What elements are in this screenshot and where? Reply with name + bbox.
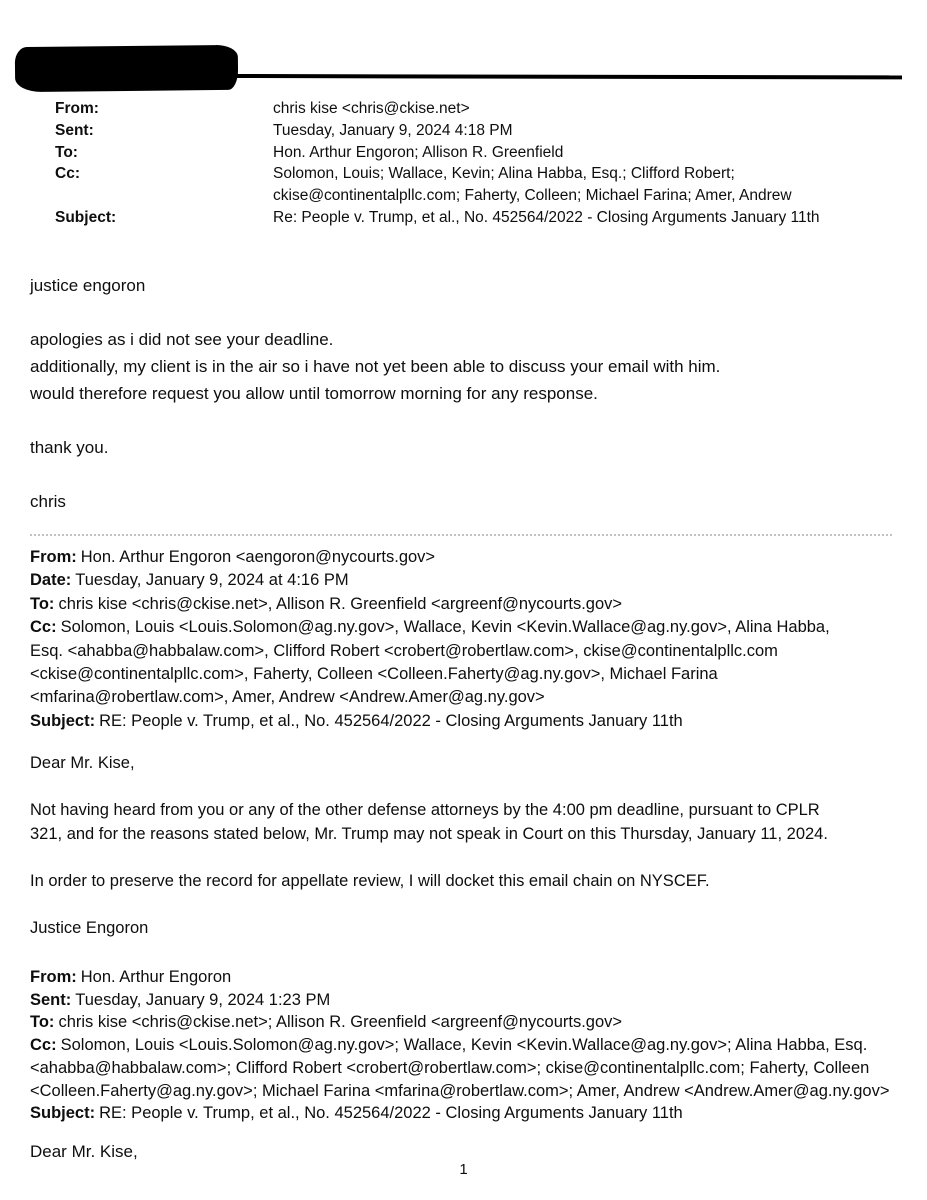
header-line-to [30, 1011, 907, 1034]
body-line: Dear Mr. Kise, [30, 754, 135, 772]
header-line-to [30, 593, 907, 616]
header-field-label: To: [55, 143, 78, 161]
header-field-value: Hon. Arthur Engoron <aengoron@nycourts.gov> [80, 548, 436, 566]
header-row-cc [55, 163, 901, 207]
header-field-label: To: [30, 1013, 55, 1032]
header-field-value: ckise@continentalpllc.com; Faherty, Colleen; Michael Farina; Amer, Andrew [273, 187, 792, 205]
body-line: would therefore request you allow until tomorrow morning for any response. [30, 384, 598, 403]
header-line-subject [30, 1102, 907, 1125]
body-line: justice engoron [30, 276, 146, 295]
header-row-from [55, 98, 901, 120]
header-field-value: chris kise <chris@ckise.net> [273, 100, 470, 117]
header-line-cc [30, 1034, 907, 1057]
body-line: Not having heard from you or any of the other defense attorneys by the 4:00 pm deadline, pursuant to CPLR [30, 801, 820, 819]
header-row-sent [55, 120, 901, 142]
header-field-value: <ckise@continentalpllc.com>, Faherty, Colleen <Colleen.Faherty@ag.ny.gov>, Michael Farina [30, 665, 718, 684]
page-number: 1 [459, 1161, 468, 1178]
body-line [30, 776, 905, 800]
body-line: 321, and for the reasons stated below, Mr. Trump may not speak in Court on this Thursday, January 11, 2024. [30, 824, 828, 843]
header-line-subject [30, 710, 907, 733]
header-field-label: From: [30, 968, 77, 986]
body-line: chris [30, 492, 66, 511]
email3-body [30, 1140, 905, 1164]
body-line: Justice Engoron [30, 918, 149, 937]
body-line [30, 461, 901, 488]
header-line-from [30, 966, 907, 989]
header-line-cc-cont [30, 663, 907, 686]
header-field-label: Cc: [55, 165, 80, 183]
header-field-value: chris kise <chris@ckise.net>, Allison R. Greenfield <argreenf@nycourts.gov> [58, 594, 623, 613]
header-field-label: Cc: [30, 1036, 57, 1055]
header-field-value: <ahabba@habbalaw.com>; Clifford Robert <crobert@robertlaw.com>; ckise@continentalpllc.com; Faherty, Colleen [30, 1058, 870, 1077]
body-line: thank you. [30, 438, 109, 457]
header-field-value: Hon. Arthur Engoron [80, 968, 232, 986]
header-field-value: Hon. Arthur Engoron; Allison R. Greenfield [273, 143, 564, 161]
header-field-value: Esq. <ahabba@habbalaw.com>, Clifford Robert <crobert@robertlaw.com>, ckise@continentalpllc.com [30, 641, 778, 660]
body-line [30, 299, 901, 326]
redaction-mark [15, 45, 238, 92]
header-field-label: Sent: [30, 990, 72, 1009]
header-line-cc [30, 616, 907, 639]
header-line-cc-cont [30, 1080, 907, 1103]
body-line [30, 407, 901, 434]
header-field-value: Tuesday, January 9, 2024 at 4:16 PM [75, 571, 349, 590]
header-field-value: Solomon, Louis <Louis.Solomon@ag.ny.gov>; Wallace, Kevin <Kevin.Wallace@ag.ny.gov>; Alina Habba, Esq. [60, 1036, 868, 1055]
header-row-subject [55, 207, 901, 229]
email3-header [30, 966, 907, 1125]
body-line [30, 846, 905, 870]
header-field-label: Subject: [55, 208, 117, 226]
header-field-value: <mfarina@robertlaw.com>, Amer, Andrew <Andrew.Amer@ag.ny.gov> [30, 688, 545, 707]
header-line-cc-cont [30, 686, 907, 709]
header-line-cc-cont [30, 640, 907, 663]
email2-body [30, 752, 905, 940]
header-row-to [55, 142, 901, 164]
header-field-value: <Colleen.Faherty@ag.ny.gov>; Michael Farina <mfarina@robertlaw.com>; Amer, Andrew <Andrew.Amer@ag.ny.gov> [30, 1081, 890, 1100]
header-field-value: chris kise <chris@ckise.net>; Allison R. Greenfield <argreenf@nycourts.gov> [58, 1013, 623, 1032]
header-field-value: RE: People v. Trump, et al., No. 452564/2022 - Closing Arguments January 11th [99, 711, 683, 730]
header-field-label: Subject: [30, 711, 96, 730]
scan-divider-line [228, 74, 902, 79]
email1-header [55, 98, 901, 229]
header-field-value: Tuesday, January 9, 2024 1:23 PM [75, 990, 331, 1009]
header-field-label: Sent: [55, 121, 94, 139]
body-line [30, 893, 905, 917]
header-field-label: From: [55, 100, 99, 117]
section-separator [30, 534, 892, 536]
header-field-label: To: [30, 594, 55, 613]
header-field-label: From: [30, 548, 77, 566]
header-line-sent [30, 989, 907, 1012]
header-line-from [30, 546, 907, 569]
header-field-value: RE: People v. Trump, et al., No. 452564/2022 - Closing Arguments January 11th [99, 1104, 683, 1123]
header-line-cc-cont [30, 1057, 907, 1080]
body-line: In order to preserve the record for appellate review, I will docket this email chain on NYSCEF. [30, 871, 710, 890]
header-field-value: Solomon, Louis; Wallace, Kevin; Alina Habba, Esq.; Clifford Robert; [273, 165, 735, 183]
email2-header [30, 546, 907, 733]
header-field-value: Re: People v. Trump, et al., No. 452564/2022 - Closing Arguments January 11th [273, 208, 820, 226]
header-field-label: Cc: [30, 618, 57, 637]
body-line: Dear Mr. Kise, [30, 1142, 138, 1161]
body-line: apologies as i did not see your deadline. [30, 330, 334, 349]
header-field-label: Date: [30, 571, 72, 590]
header-field-value: Solomon, Louis <Louis.Solomon@ag.ny.gov>, Wallace, Kevin <Kevin.Wallace@ag.ny.gov>, Alina Habba, [60, 618, 830, 637]
header-field-value: Tuesday, January 9, 2024 4:18 PM [273, 121, 513, 139]
email1-body [30, 272, 901, 515]
header-line-date [30, 569, 907, 592]
header-field-label: Subject: [30, 1104, 96, 1123]
body-line: additionally, my client is in the air so i have not yet been able to discuss your email with him. [30, 357, 721, 376]
